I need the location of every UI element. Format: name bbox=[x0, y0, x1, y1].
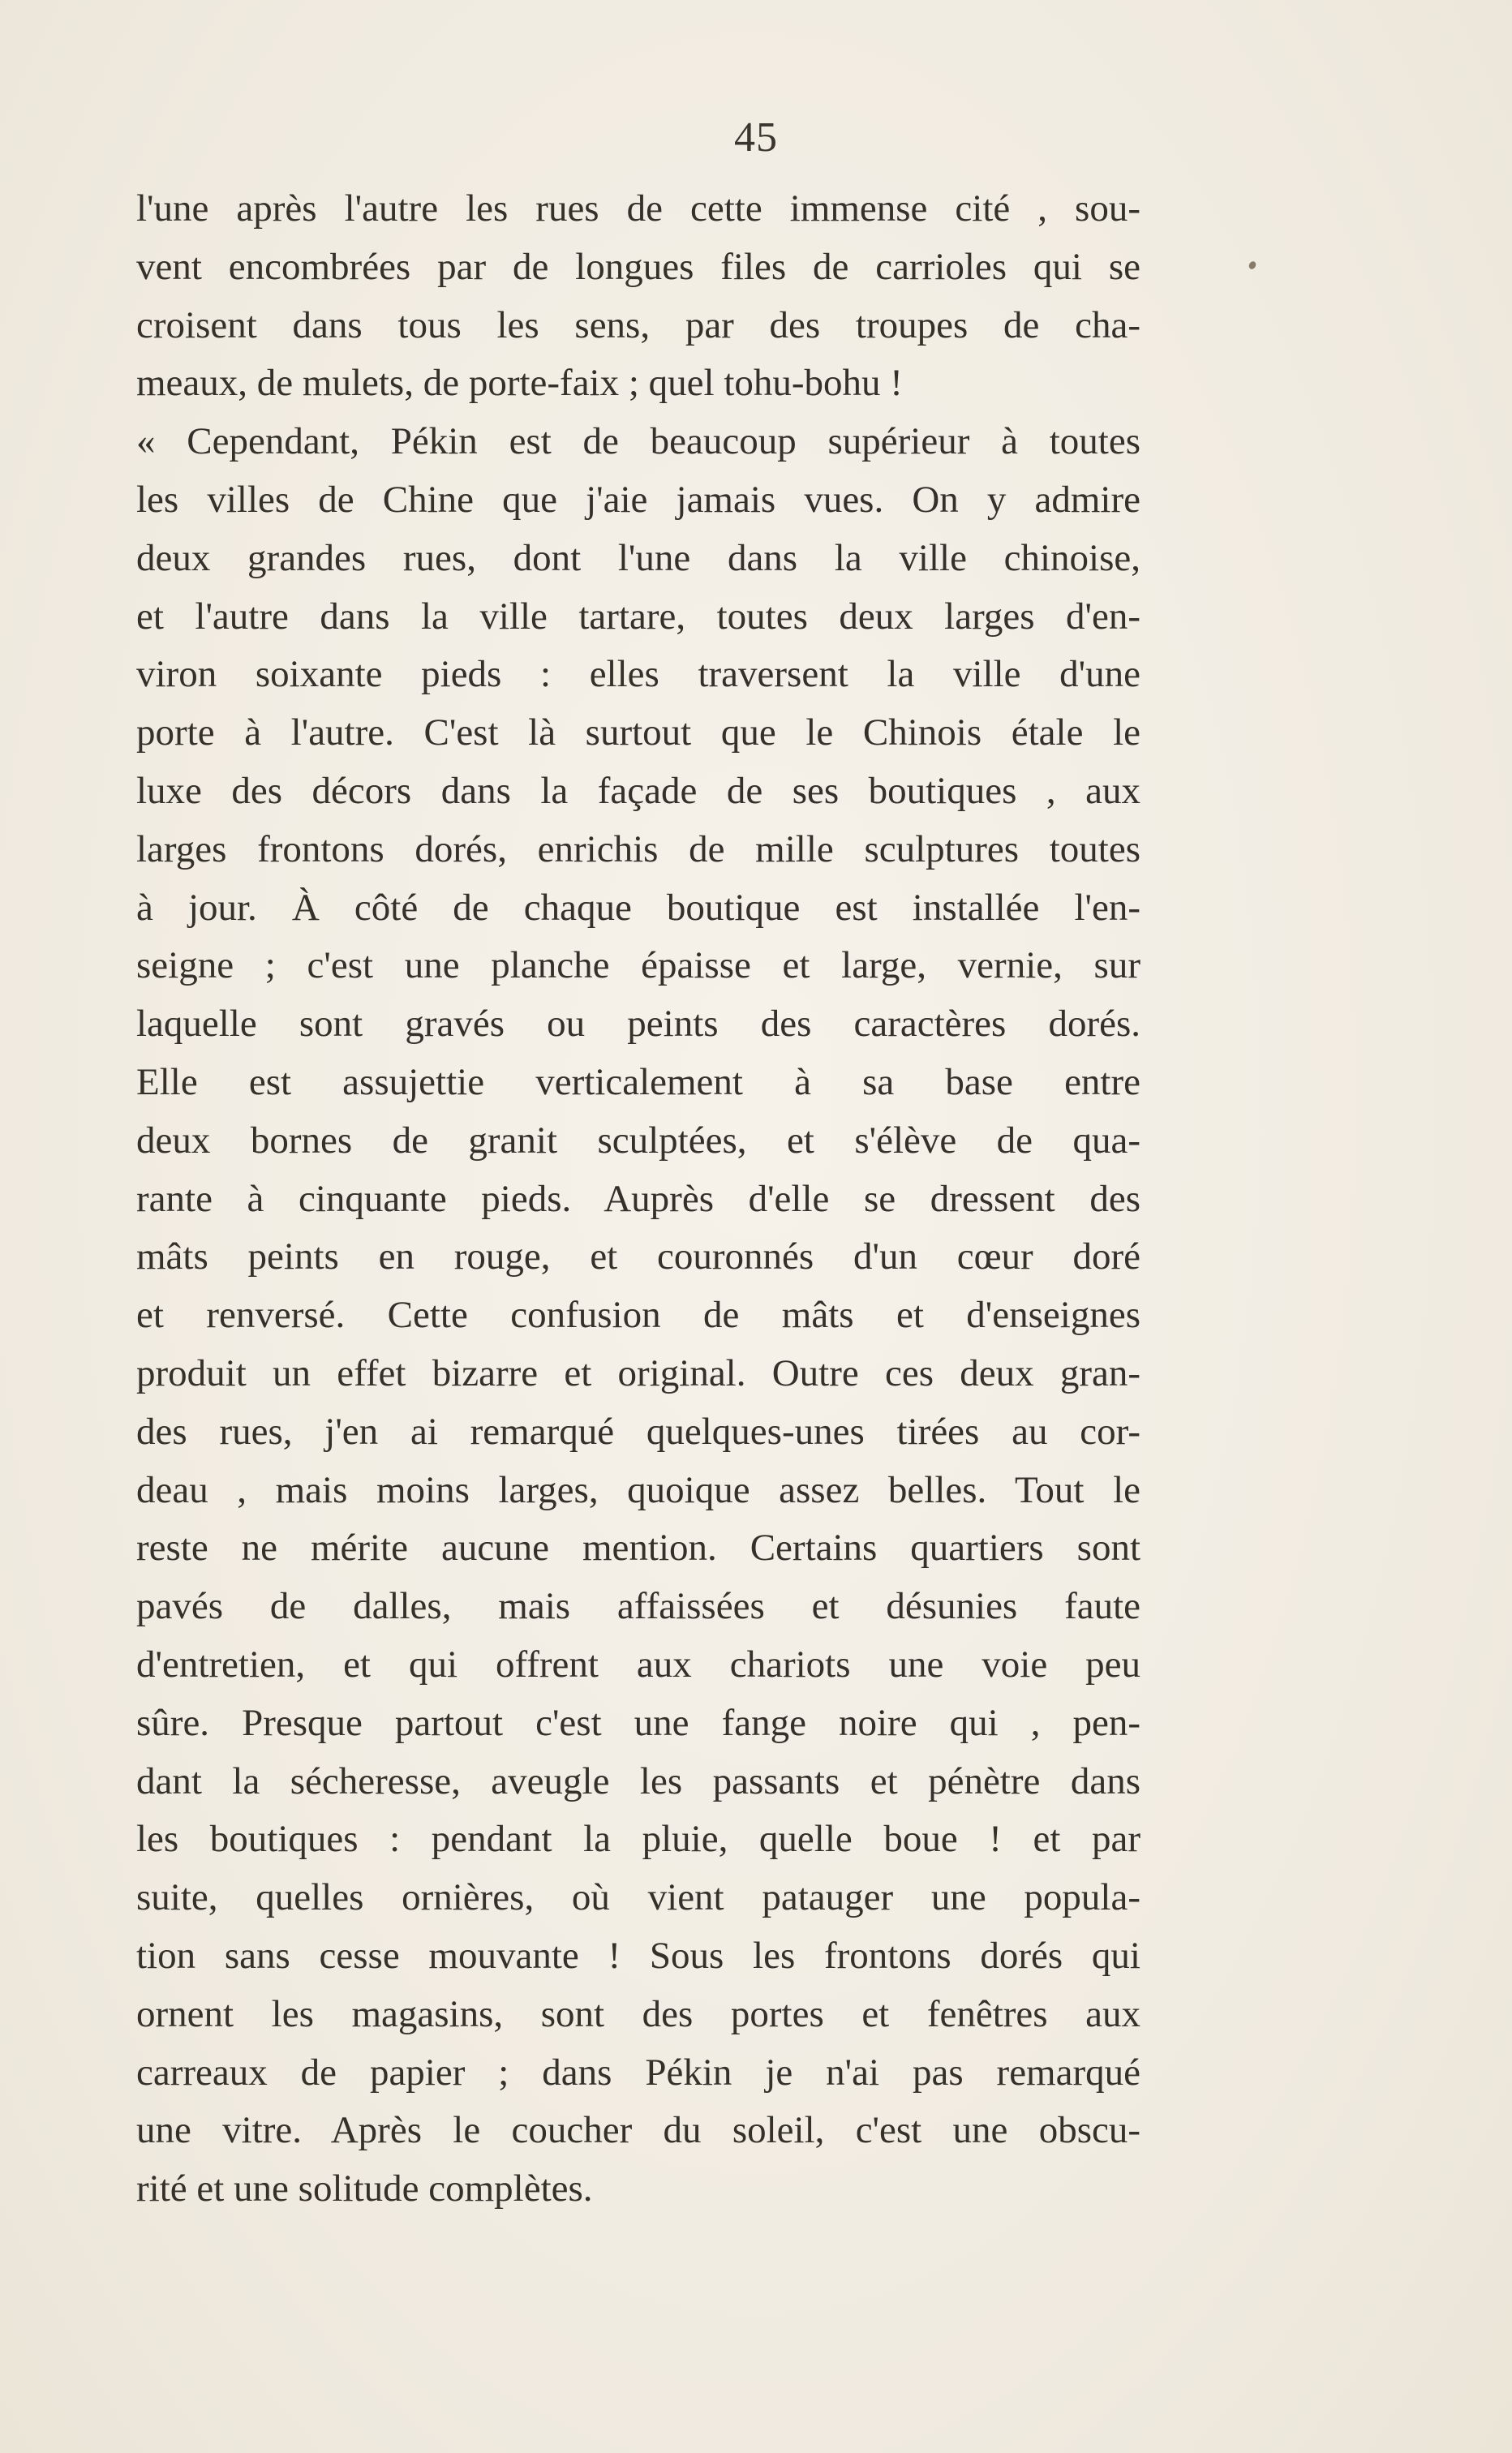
page-number: 45 bbox=[734, 114, 778, 161]
text-line: les villes de Chine que j'aie jamais vues. On y admire bbox=[136, 478, 1140, 521]
text-line: deau , mais moins larges, quoique assez belles. Tout le bbox=[136, 1468, 1140, 1511]
text-line: reste ne mérite aucune mention. Certains quartiers sont bbox=[136, 1527, 1140, 1570]
text-line: deux grandes rues, dont l'une dans la ville chinoise, bbox=[136, 536, 1140, 579]
text-line: rante à cinquante pieds. Auprès d'elle se dressent des bbox=[136, 1177, 1140, 1220]
text-line: luxe des décors dans la façade de ses boutiques , aux bbox=[136, 769, 1140, 812]
text-line: une vitre. Après le coucher du soleil, c'est une obscu- bbox=[136, 2109, 1140, 2152]
text-line: vent encombrées par de longues files de carrioles qui se bbox=[136, 245, 1140, 288]
text-line: dant la sécheresse, aveugle les passants et pénètre dans bbox=[136, 1759, 1140, 1802]
text-line: « Cependant, Pékin est de beaucoup supérieur à toutes bbox=[136, 420, 1140, 463]
text-line: rité et une solitude complètes. bbox=[136, 2167, 593, 2210]
body-text bbox=[136, 180, 1140, 2219]
text-line: carreaux de papier ; dans Pékin je n'ai pas remarqué bbox=[136, 2051, 1140, 2094]
text-line: les boutiques : pendant la pluie, quelle boue ! et par bbox=[136, 1818, 1140, 1861]
text-line: meaux, de mulets, de porte-faix ; quel tohu-bohu ! bbox=[136, 362, 903, 405]
text-line: Elle est assujettie verticalement à sa base entre bbox=[136, 1060, 1140, 1103]
text-line: laquelle sont gravés ou peints des caractères dorés. bbox=[136, 1003, 1140, 1046]
text-line: et renversé. Cette confusion de mâts et d'enseignes bbox=[136, 1294, 1140, 1337]
text-line: sûre. Presque partout c'est une fange noire qui , pen- bbox=[136, 1701, 1140, 1744]
text-line: et l'autre dans la ville tartare, toutes deux larges d'en- bbox=[136, 595, 1140, 638]
text-line: pavés de dalles, mais affaissées et désunies faute bbox=[136, 1585, 1140, 1628]
text-line: à jour. À côté de chaque boutique est installée l'en- bbox=[136, 886, 1140, 929]
text-line: d'entretien, et qui offrent aux chariots une voie peu bbox=[136, 1643, 1140, 1686]
text-line: viron soixante pieds : elles traversent la ville d'une bbox=[136, 653, 1140, 696]
text-line: seigne ; c'est une planche épaisse et large, vernie, sur bbox=[136, 944, 1140, 987]
text-line: porte à l'autre. C'est là surtout que le Chinois étale le bbox=[136, 711, 1140, 754]
text-line: tion sans cesse mouvante ! Sous les frontons dorés qui bbox=[136, 1934, 1140, 1977]
text-line: des rues, j'en ai remarqué quelques-unes tirées au cor- bbox=[136, 1410, 1140, 1453]
text-line: suite, quelles ornières, où vient patauger une popula- bbox=[136, 1876, 1140, 1919]
text-line: croisent dans tous les sens, par des troupes de cha- bbox=[136, 303, 1140, 346]
text-line: mâts peints en rouge, et couronnés d'un cœur doré bbox=[136, 1235, 1140, 1278]
ink-speck bbox=[1248, 260, 1257, 271]
text-line: ornent les magasins, sont des portes et fenêtres aux bbox=[136, 1992, 1140, 2035]
text-line: deux bornes de granit sculptées, et s'élève de qua- bbox=[136, 1119, 1140, 1162]
text-line: l'une après l'autre les rues de cette immense cité , sou- bbox=[136, 187, 1140, 230]
text-line: larges frontons dorés, enrichis de mille sculptures toutes bbox=[136, 827, 1140, 870]
text-line: produit un effet bizarre et original. Outre ces deux gran- bbox=[136, 1351, 1140, 1394]
